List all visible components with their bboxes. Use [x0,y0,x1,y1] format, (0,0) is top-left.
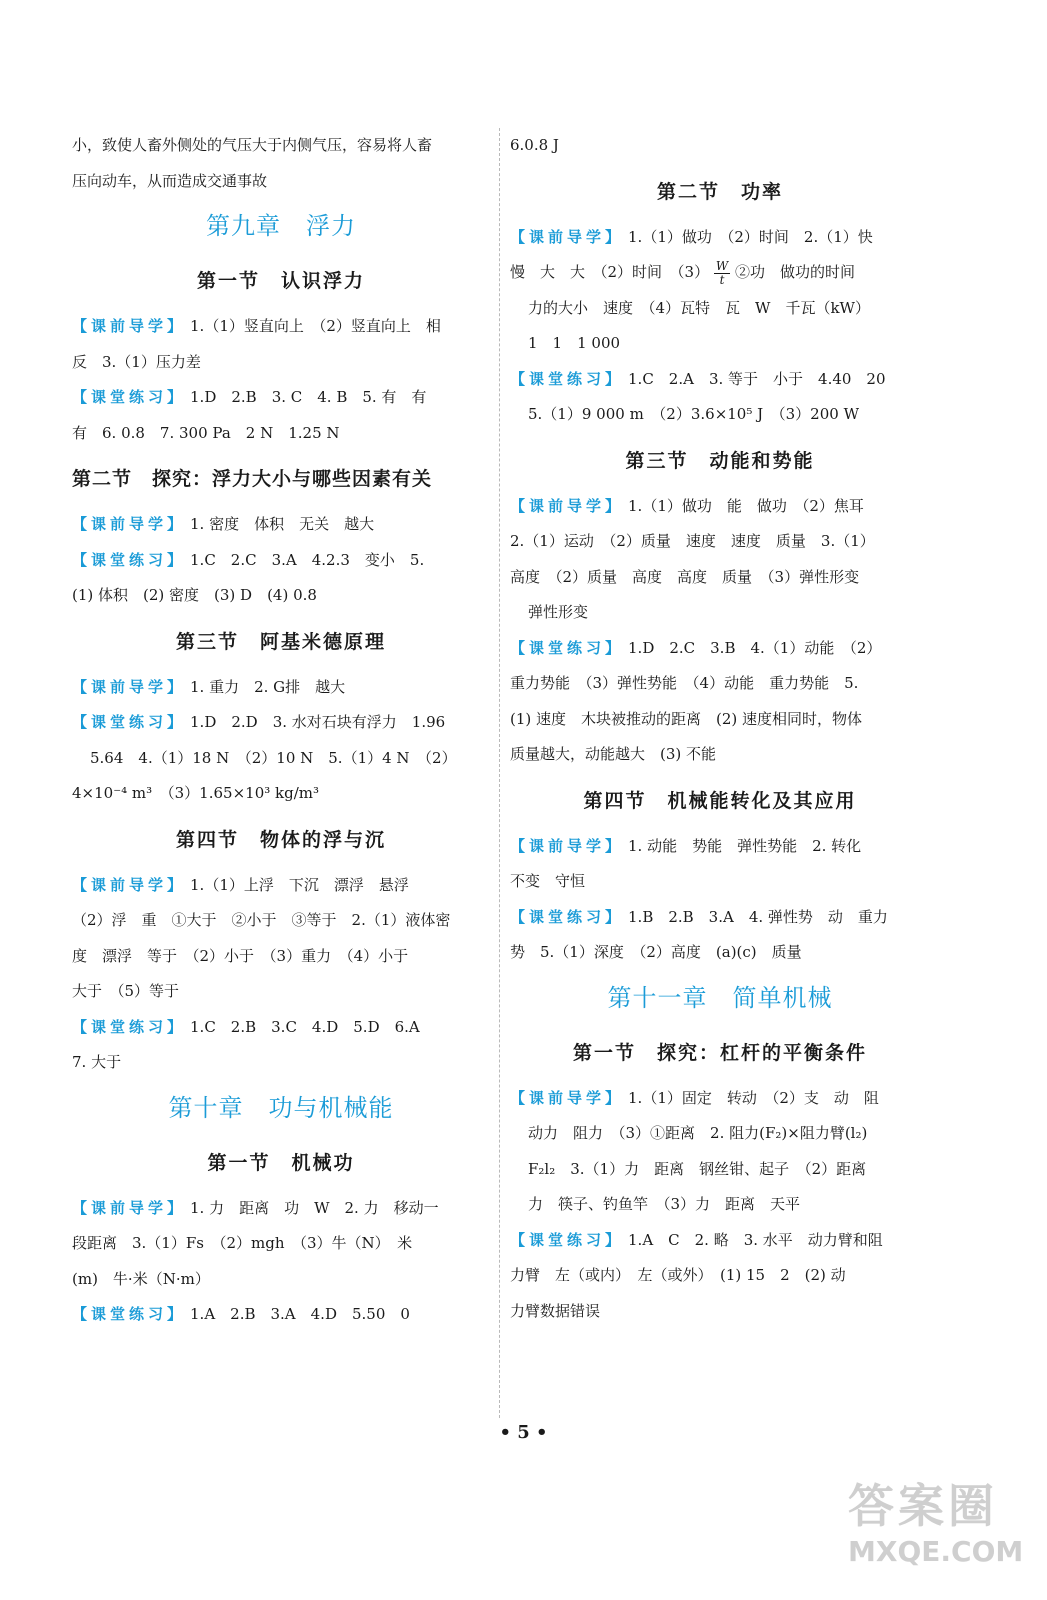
answer-text: 慢 大 大 （2）时间 （3） [510,263,710,281]
chapter-9-title: 第九章 浮力 [206,212,356,240]
answer-text: (1) 体积 (2) 密度 (3) D (4) 0.8 [72,586,317,604]
answer-text: 1. 重力 2. G排 越大 [190,677,346,696]
section-title: 第三节 动能和势能 [625,449,815,472]
answer-text: 1.（1）上浮 下沉 漂浮 悬浮 [190,875,409,894]
answer-text: 5.64 4.（1）18 N （2）10 N 5.（1）4 N （2） [90,748,457,767]
practice-tag: 【课堂练习】 [72,388,187,406]
answer-text: 1. 动能 势能 弹性势能 2. 转化 [628,836,862,855]
answer-text: 度 漂浮 等于 （2）小于 （3）重力 （4）小于 [72,946,409,965]
pre-study-tag: 【课前导学】 [510,836,625,855]
answer-text: 重力势能 （3）弹性势能 （4）动能 重力势能 5. [510,674,859,692]
text-line: 小，致使人畜外侧处的气压大于内侧气压，容易将人畜 [72,136,433,154]
practice-tag: 【课堂练习】 [72,1017,187,1036]
practice-tag: 【课堂练习】 [72,550,187,569]
watermark-logo [848,1478,1038,1588]
pre-study-tag: 【课前导学】 [72,317,187,335]
section-title: 第一节 认识浮力 [196,270,365,292]
text-line: 压向动车，从而造成交通事故 [72,171,268,190]
pre-study-tag: 【课前导学】 [72,515,187,533]
column-divider [499,128,500,1418]
answer-text: 1.D 2.D 3. 水对石块有浮力 1.96 [190,713,446,731]
left-column [72,128,490,1333]
answer-text: 1.C 2.A 3. 等于 小于 4.40 20 [628,369,886,388]
answer-text: 力臂 左（或内） 左（或外） (1) 15 2 (2) 动 [510,1266,846,1284]
practice-tag: 【课堂练习】 [72,1305,187,1323]
answer-text: F₂l₂ 3.（1）力 距离 钢丝钳、起子 （2）距离 [528,1159,867,1178]
answer-text: 高度 （2）质量 高度 高度 质量 （3）弹性形变 [510,567,860,586]
answer-text: 1.（1）固定 转动 （2）支 动 阻 [628,1088,879,1107]
answer-text: 1.（1）做功 （2）时间 2.（1）快 [628,227,873,246]
answer-text: 1 1 1 000 [528,334,621,352]
pre-study-tag: 【课前导学】 [72,677,187,696]
answer-text: 力的大小 速度 （4）瓦特 瓦 W 千瓦（kW） [528,298,870,317]
answer-text: ②功 做功的时间 [735,263,856,281]
answer-text: 1.A 2.B 3.A 4.D 5.50 0 [190,1305,410,1323]
practice-tag: 【课堂练习】 [510,638,625,657]
answer-text: 反 3.（1）压力差 [72,352,201,371]
answer-text: 大于 （5）等于 [72,982,180,1000]
answer-text: 1.D 2.B 3. C 4. B 5. 有 有 [190,388,427,406]
answer-text: 力臂数据错误 [510,1301,601,1320]
chapter-11-title: 第十一章 简单机械 [607,983,833,1012]
answer-text: 1. 力 距离 功 W 2. 力 移动一 [190,1198,439,1217]
practice-tag: 【课堂练习】 [510,369,625,388]
section-title: 第二节 探究：浮力大小与哪些因素有关 [72,468,433,490]
watermark-url: MXQE.COM [848,1535,1024,1568]
answer-text: 动力 阻力 （3）①距离 2. 阻力(F₂)×阻力臂(l₂) [528,1124,868,1142]
answer-text: 力 筷子、钓鱼竿 （3）力 距离 天平 [528,1195,801,1213]
watermark-text: 答案圈 [848,1479,998,1533]
answer-text: (m) 牛·米（N·m） [72,1269,210,1288]
pre-study-tag: 【课前导学】 [510,1088,625,1107]
page-number: • 5 • [499,1422,548,1443]
section-title: 第二节 功率 [656,180,783,203]
answer-text: 1.（1）做功 能 做功 （2）焦耳 [628,496,864,515]
answer-text: 弹性形变 [528,603,589,621]
pre-study-tag: 【课前导学】 [510,227,625,246]
practice-tag: 【课堂练习】 [510,1230,625,1249]
power-formula-fraction: $\frac{W}{t}$ [715,258,729,287]
section-title: 第四节 机械能转化及其应用 [583,789,857,812]
answer-text: 1.A C 2. 略 3. 水平 动力臂和阻 [628,1230,883,1249]
section-title: 第三节 阿基米德原理 [175,630,386,653]
answer-text: 7. 大于 [72,1053,122,1071]
answer-text: 势 5.（1）深度 （2）高度 (a)(c) 质量 [510,943,802,961]
section-title: 第一节 机械功 [207,1151,355,1174]
answer-text: 2.（1）运动 （2）质量 速度 速度 质量 3.（1） [510,532,875,550]
pre-study-tag: 【课前导学】 [72,1198,187,1217]
right-column [510,128,930,1329]
answer-text: 1.C 2.C 3.A 4.2.3 变小 5. [190,550,425,569]
answer-text: 质量越大，动能越大 (3) 不能 [510,745,717,763]
answer-text: 1.C 2.B 3.C 4.D 5.D 6.A [190,1017,420,1036]
practice-tag: 【课堂练习】 [510,907,625,926]
practice-tag: 【课堂练习】 [72,713,187,731]
answer-text: (1) 速度 木块被推动的距离 (2) 速度相同时，物体 [510,709,863,728]
answer-text: 1.D 2.C 3.B 4.（1）动能 （2） [628,638,882,657]
answer-text: （2）浮 重 ①大于 ②小于 ③等于 2.（1）液体密 [72,911,451,929]
chapter-10-title: 第十章 功与机械能 [168,1093,394,1122]
answer-text: 1.B 2.B 3.A 4. 弹性势 动 重力 [628,907,888,926]
pre-study-tag: 【课前导学】 [72,875,187,894]
section-title: 第四节 物体的浮与沉 [175,828,386,851]
answer-text: 不变 守恒 [510,872,586,890]
answer-text: 4×10⁻⁴ m³ （3）1.65×10³ kg/m³ [72,784,319,802]
answer-text: 1. 密度 体积 无关 越大 [190,515,375,533]
answer-text: 6.0.8 J [510,136,559,154]
answer-text: 段距离 3.（1）Fs （2）mgh （3）牛（N） 米 [72,1234,413,1252]
section-title: 第一节 探究：杠杆的平衡条件 [572,1041,867,1064]
pre-study-tag: 【课前导学】 [510,496,625,515]
answer-text: 有 6. 0.8 7. 300 Pa 2 N 1.25 N [72,423,340,442]
answer-text: 1.（1）竖直向上 （2）竖直向上 相 [190,317,441,335]
answer-text: 5.（1）9 000 m （2）3.6×10⁵ J （3）200 W [528,405,859,423]
